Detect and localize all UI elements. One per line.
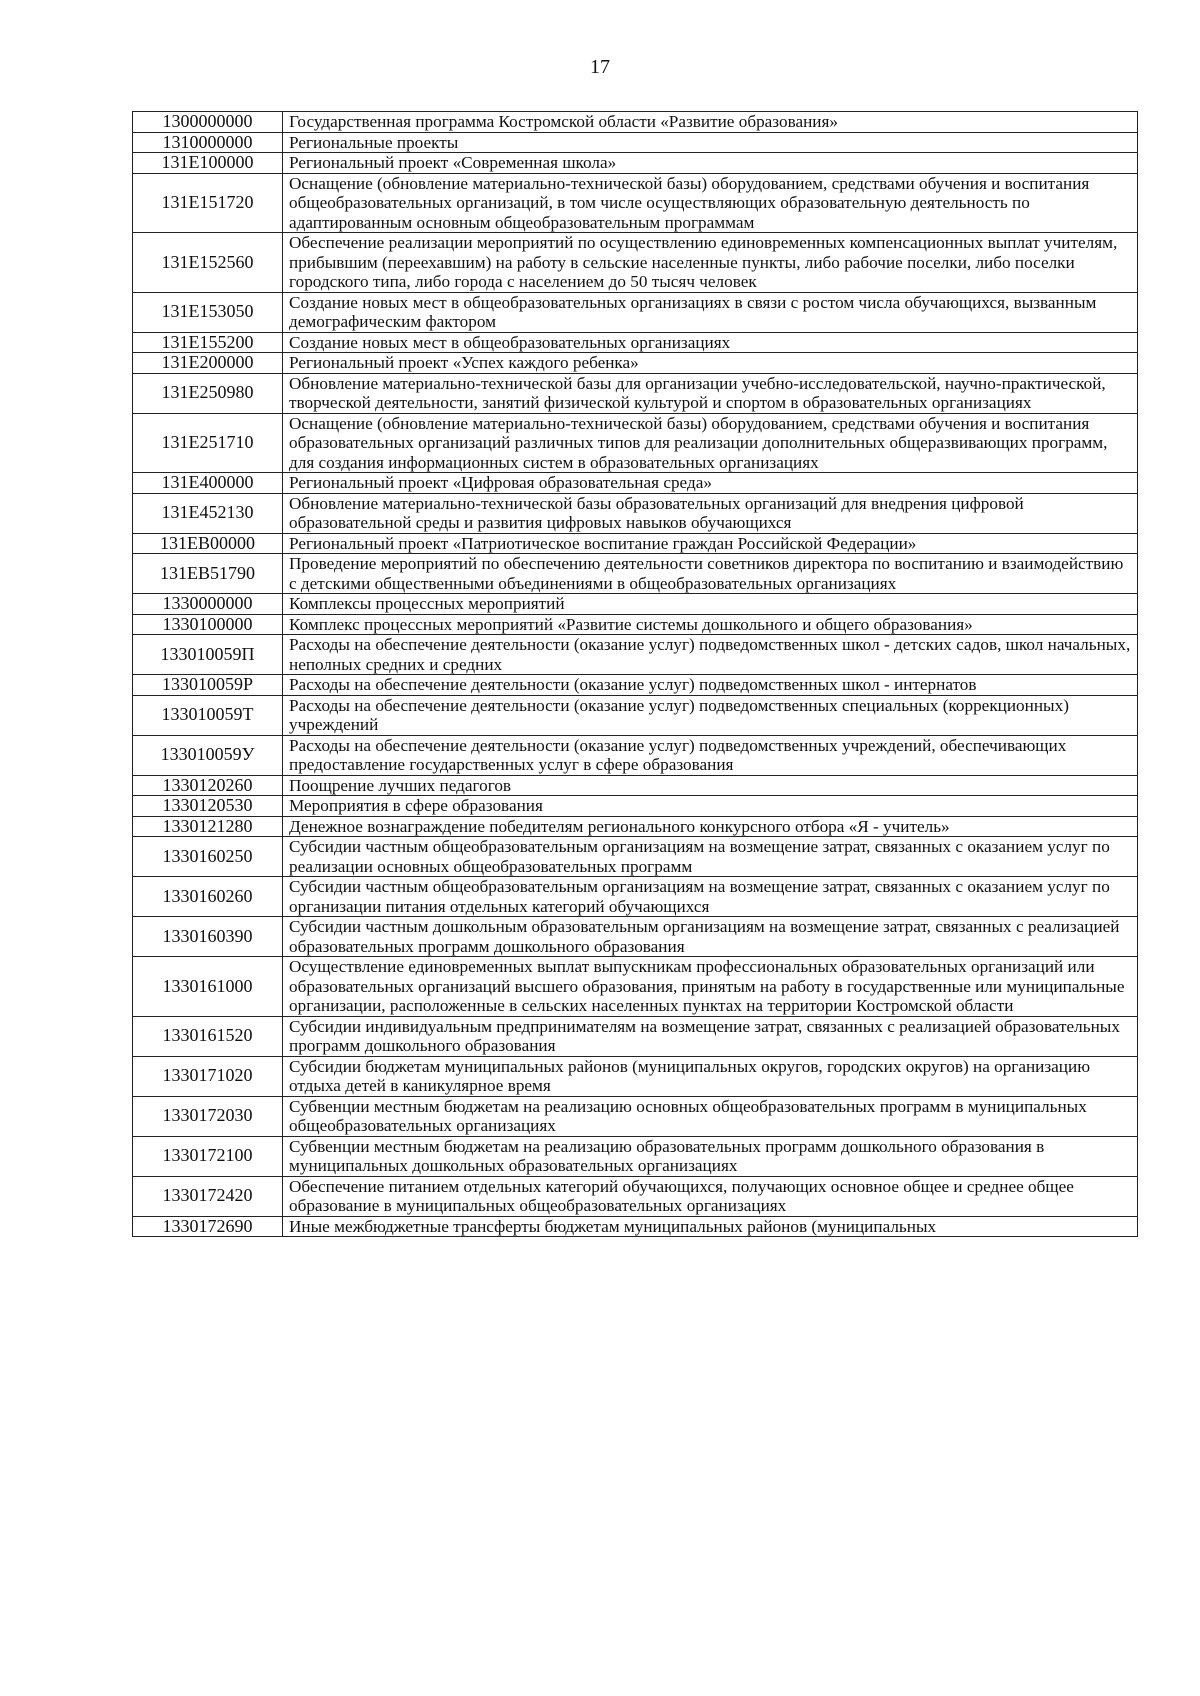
table-row: [133, 917, 1138, 957]
table-row: [133, 554, 1138, 594]
table-row: [133, 132, 1138, 153]
row-code: 1330121280: [133, 816, 283, 837]
row-code: 1330172100: [133, 1136, 283, 1176]
row-code: 131E155200: [133, 332, 283, 353]
row-description: Региональный проект «Успех каждого ребенка»: [283, 353, 1138, 374]
row-description: Мероприятия в сфере образования: [283, 796, 1138, 817]
row-description: Денежное вознаграждение победителям регионального конкурсного отбора «Я - учитель»: [283, 816, 1138, 837]
row-description: Расходы на обеспечение деятельности (оказание услуг) подведомственных школ - интернатов: [283, 675, 1138, 696]
row-code: 1310000000: [133, 132, 283, 153]
row-description: Поощрение лучших педагогов: [283, 775, 1138, 796]
row-description: Субсидии частным общеобразовательным организациям на возмещение затрат, связанных с оказанием услуг по реализации основных общеобразовательных программ: [283, 837, 1138, 877]
row-code: 131E400000: [133, 473, 283, 494]
row-description: Комплекс процессных мероприятий «Развитие системы дошкольного и общего образования»: [283, 614, 1138, 635]
row-code: 131E151720: [133, 173, 283, 233]
row-description: Расходы на обеспечение деятельности (оказание услуг) подведомственных учреждений, обеспечивающих предоставление государственных услуг в сфере образования: [283, 735, 1138, 775]
table-row: [133, 594, 1138, 615]
row-description: Субсидии частным дошкольным образовательным организациям на возмещение затрат, связанных с реализацией образовательных программ дошкольного образования: [283, 917, 1138, 957]
table-body: [133, 112, 1138, 1237]
table-row: [133, 816, 1138, 837]
table-row: [133, 1136, 1138, 1176]
table-row: [133, 373, 1138, 413]
row-description: Субсидии частным общеобразовательным организациям на возмещение затрат, связанных с оказанием услуг по организации питания отдельных категорий обучающихся: [283, 877, 1138, 917]
row-description: Комплексы процессных мероприятий: [283, 594, 1138, 615]
row-description: Субсидии бюджетам муниципальных районов (муниципальных округов, городских округов) на организацию отдыха детей в каникулярное время: [283, 1056, 1138, 1096]
row-code: 1300000000: [133, 112, 283, 133]
row-code: 131EB00000: [133, 533, 283, 554]
table-row: [133, 1016, 1138, 1056]
row-description: Региональный проект «Современная школа»: [283, 153, 1138, 174]
row-code: 1330100000: [133, 614, 283, 635]
table-row: [133, 1216, 1138, 1237]
row-code: 1330172420: [133, 1176, 283, 1216]
table-row: [133, 1056, 1138, 1096]
page-number: 17: [590, 56, 610, 78]
row-code: 133010059П: [133, 635, 283, 675]
budget-classification-table: [132, 111, 1138, 1237]
row-description: Субвенции местным бюджетам на реализацию образовательных программ дошкольного образования в муниципальных дошкольных образовательных организациях: [283, 1136, 1138, 1176]
table-row: [133, 112, 1138, 133]
row-description: Создание новых мест в общеобразовательных организациях: [283, 332, 1138, 353]
row-code: 131E452130: [133, 493, 283, 533]
row-description: Региональные проекты: [283, 132, 1138, 153]
row-description: Обновление материально-технической базы для организации учебно-исследовательской, научно-практической, творческой деятельности, занятий физической культурой и спортом в образовательных организациях: [283, 373, 1138, 413]
row-code: 1330160260: [133, 877, 283, 917]
row-description: Оснащение (обновление материально-технической базы) оборудованием, средствами обучения и воспитания общеобразовательных организаций, в том числе осуществляющих образовательную деятельность по адаптированным основным общеобразовательным программам: [283, 173, 1138, 233]
row-description: Обеспечение питанием отдельных категорий обучающихся, получающих основное общее и среднее общее образование в муниципальных общеобразовательных организациях: [283, 1176, 1138, 1216]
table-row: [133, 614, 1138, 635]
table-row: [133, 153, 1138, 174]
row-code: 1330160250: [133, 837, 283, 877]
table-row: [133, 735, 1138, 775]
row-code: 133010059У: [133, 735, 283, 775]
row-description: Расходы на обеспечение деятельности (оказание услуг) подведомственных школ - детских садов, школ начальных, неполных средних и средних: [283, 635, 1138, 675]
row-code: 1330000000: [133, 594, 283, 615]
table-row: [133, 233, 1138, 293]
row-description: Региональный проект «Цифровая образовательная среда»: [283, 473, 1138, 494]
row-code: 1330172030: [133, 1096, 283, 1136]
row-description: Расходы на обеспечение деятельности (оказание услуг) подведомственных специальных (коррекционных) учреждений: [283, 695, 1138, 735]
row-description: Обновление материально-технической базы образовательных организаций для внедрения цифровой образовательной среды и развития цифровых навыков обучающихся: [283, 493, 1138, 533]
table-row: [133, 493, 1138, 533]
row-description: Создание новых мест в общеобразовательных организациях в связи с ростом числа обучающихся, вызванным демографическим фактором: [283, 292, 1138, 332]
table-row: [133, 473, 1138, 494]
row-code: 1330161000: [133, 957, 283, 1017]
row-description: Обеспечение реализации мероприятий по осуществлению единовременных компенсационных выплат учителям, прибывшим (переехавшим) на работу в сельские населенные пункты, либо рабочие поселки, либо поселки городского типа, либо города с населением до 50 тысяч человек: [283, 233, 1138, 293]
row-code: 131E100000: [133, 153, 283, 174]
row-code: 131E251710: [133, 413, 283, 473]
row-code: 1330120530: [133, 796, 283, 817]
table-row: [133, 1176, 1138, 1216]
table-row: [133, 695, 1138, 735]
table-row: [133, 1096, 1138, 1136]
table-row: [133, 796, 1138, 817]
table-row: [133, 675, 1138, 696]
table-row: [133, 877, 1138, 917]
row-code: 131E200000: [133, 353, 283, 374]
row-description: Проведение мероприятий по обеспечению деятельности советников директора по воспитанию и взаимодействию с детскими общественными объединениями в общеобразовательных организациях: [283, 554, 1138, 594]
row-code: 1330161520: [133, 1016, 283, 1056]
row-description: Иные межбюджетные трансферты бюджетам муниципальных районов (муниципальных: [283, 1216, 1138, 1237]
row-description: Субсидии индивидуальным предпринимателям на возмещение затрат, связанных с реализацией образовательных программ дошкольного образования: [283, 1016, 1138, 1056]
table-row: [133, 332, 1138, 353]
table-row: [133, 775, 1138, 796]
row-code: 131E153050: [133, 292, 283, 332]
table-row: [133, 635, 1138, 675]
row-description: Оснащение (обновление материально-технической базы) оборудованием, средствами обучения и воспитания образовательных организаций различных типов для реализации дополнительных общеразвивающих программ, для создания информационных систем в образовательных организациях: [283, 413, 1138, 473]
row-code: 1330160390: [133, 917, 283, 957]
row-code: 1330172690: [133, 1216, 283, 1237]
row-code: 1330171020: [133, 1056, 283, 1096]
row-code: 131EB51790: [133, 554, 283, 594]
row-code: 131E250980: [133, 373, 283, 413]
table-row: [133, 837, 1138, 877]
table-row: [133, 173, 1138, 233]
table-row: [133, 957, 1138, 1017]
row-description: Осуществление единовременных выплат выпускникам профессиональных образовательных организаций или образовательных организаций высшего образования, принятым на работу в государственные или муниципальные организации, расположенные в сельских населенных пунктах на территории Костромской области: [283, 957, 1138, 1017]
row-code: 1330120260: [133, 775, 283, 796]
table-row: [133, 292, 1138, 332]
table-row: [133, 413, 1138, 473]
table-row: [133, 353, 1138, 374]
row-code: 133010059Р: [133, 675, 283, 696]
row-code: 131E152560: [133, 233, 283, 293]
row-description: Региональный проект «Патриотическое воспитание граждан Российской Федерации»: [283, 533, 1138, 554]
row-description: Государственная программа Костромской области «Развитие образования»: [283, 112, 1138, 133]
table-row: [133, 533, 1138, 554]
row-description: Субвенции местным бюджетам на реализацию основных общеобразовательных программ в муниципальных общеобразовательных организациях: [283, 1096, 1138, 1136]
row-code: 133010059Т: [133, 695, 283, 735]
